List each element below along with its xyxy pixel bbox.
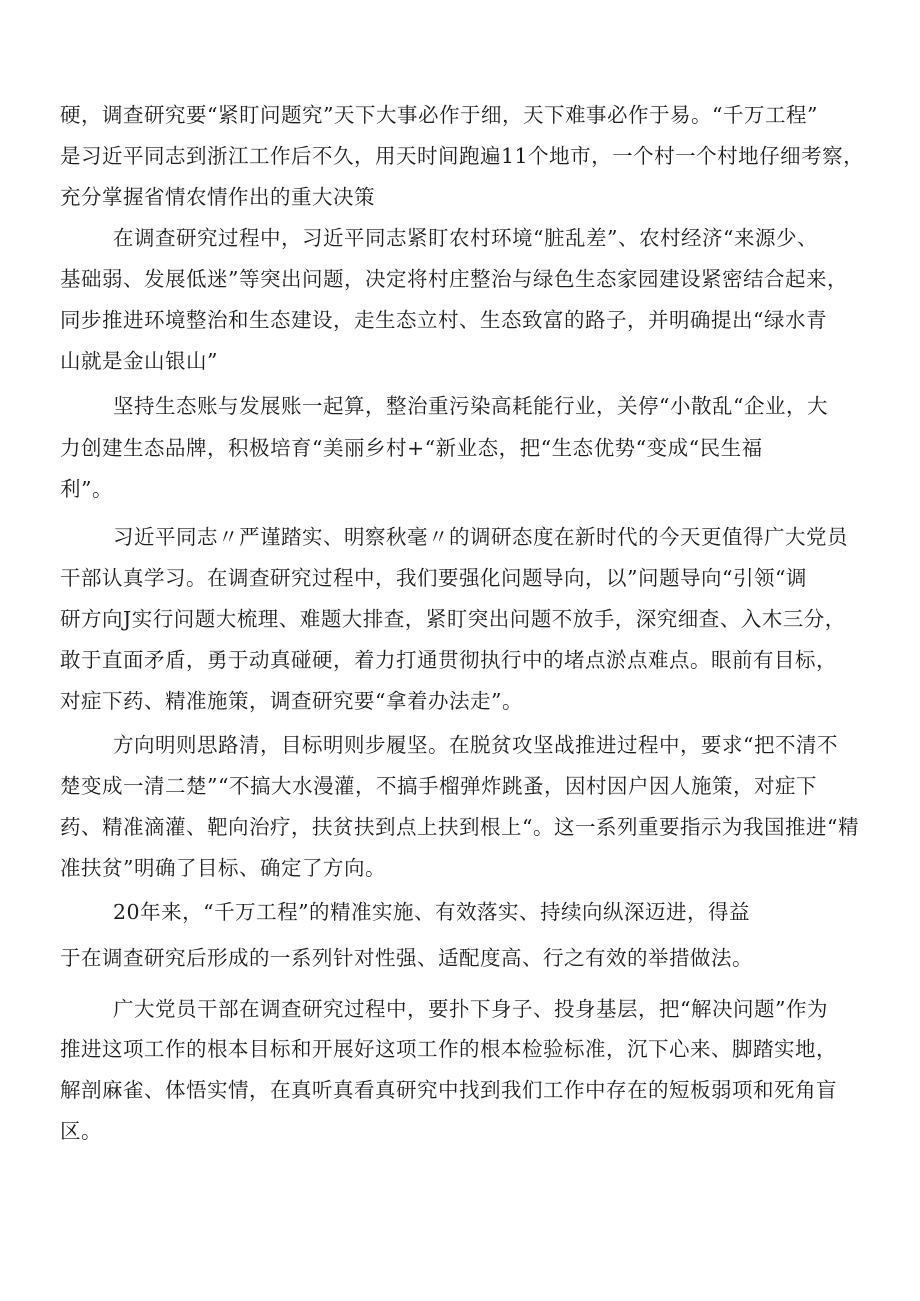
paragraph-4-line-4: 敢于直面矛盾，勇于动真碰硬，着力打通贯彻执行中的堵点淤点难点。眼前有目标， xyxy=(60,648,837,672)
paragraph-2-line-2: 基础弱、发展低迷”等突出问题，决定将村庄整治与绿色生态家园建设紧密结合起来， xyxy=(60,267,848,291)
paragraph-4-line-1: 习近平同志〃严谨踏实、明察秋毫〃的调研态度在新时代的今天更值得广大党员 xyxy=(113,525,848,549)
paragraph-7-line-1: 广大党员干部在调查研究过程中，要扑下身子、投身基层，把“解决问题”作为 xyxy=(113,997,828,1021)
paragraph-5-line-2: 楚变成一清二楚”“不搞大水漫灌，不搞手榴弹炸跳蚤，因村因户因人施策，对症下 xyxy=(60,774,817,798)
paragraph-5-line-3: 药、精准滴灌、靶向治疗，扶贫扶到点上扶到根上“。这一系列重要指示为我国推进“精 xyxy=(60,815,859,839)
paragraph-2-line-1: 在调查研究过程中，习近平同志紧盯农村环境“脏乱差”、农村经济“来源少、 xyxy=(113,226,818,250)
paragraph-1-line-1: 硬，调查研究要“紧盯问题究”天下大事必作于细，天下难事必作于易。“千万工程” xyxy=(60,103,818,127)
paragraph-6-line-2: 于在调查研究后形成的一系列针对性强、适配度高、行之有效的举措做法。 xyxy=(60,946,753,970)
paragraph-1-line-2: 是习近平同志到浙江工作后不久，用天时间跑遍11个地市，一个村一个村地仔细考察， xyxy=(60,144,865,168)
paragraph-4-line-3: 研方向J实行问题大梳理、难题大排查，紧盯突出问题不放手，深究细查、入木三分， xyxy=(60,607,846,631)
paragraph-7-line-3: 解剖麻雀、体悟实情，在真听真看真研究中找到我们工作中存在的短板弱项和死角盲 xyxy=(60,1078,837,1102)
paragraph-6-line-1: 20年来，“千万工程”的精准实施、有效落实、持续向纵深迈进，得益 xyxy=(113,900,751,924)
paragraph-3-line-3: 利”。 xyxy=(60,477,113,501)
paragraph-3-line-1: 坚持生态账与发展账一起算，整治重污染高耗能行业，关停“小散乱“企业，大 xyxy=(113,394,828,418)
paragraph-7-line-2: 推进这项工作的根本目标和开展好这项工作的根本检验标准，沉下心来、脚踏实地， xyxy=(60,1037,837,1061)
paragraph-3-line-2: 力创建生态品牌，积极培育“美丽乡村+“新业态，把“生态优势“变成“民生福 xyxy=(60,436,763,460)
paragraph-2-line-4: 山就是金山银山” xyxy=(60,349,218,373)
paragraph-5-line-1: 方向明则思路清，目标明则步履坚。在脱贫攻坚战推进过程中，要求“把不清不 xyxy=(113,733,838,757)
paragraph-1-line-3: 充分掌握省情农情作出的重大决策 xyxy=(60,185,375,209)
paragraph-4-line-5: 对症下药、精准施策，调查研究要“拿着办法走”。 xyxy=(60,689,523,713)
paragraph-7-line-4: 区。 xyxy=(60,1119,102,1143)
paragraph-2-line-3: 同步推进环境整治和生态建设，走生态立村、生态致富的路子，并明确提出“绿水青 xyxy=(60,308,827,332)
paragraph-4-line-2: 干部认真学习。在调查研究过程中，我们要强化问题导向，以”问题导向“引领“调 xyxy=(60,566,807,590)
paragraph-5-line-4: 准扶贫”明确了目标、确定了方向。 xyxy=(60,856,386,880)
